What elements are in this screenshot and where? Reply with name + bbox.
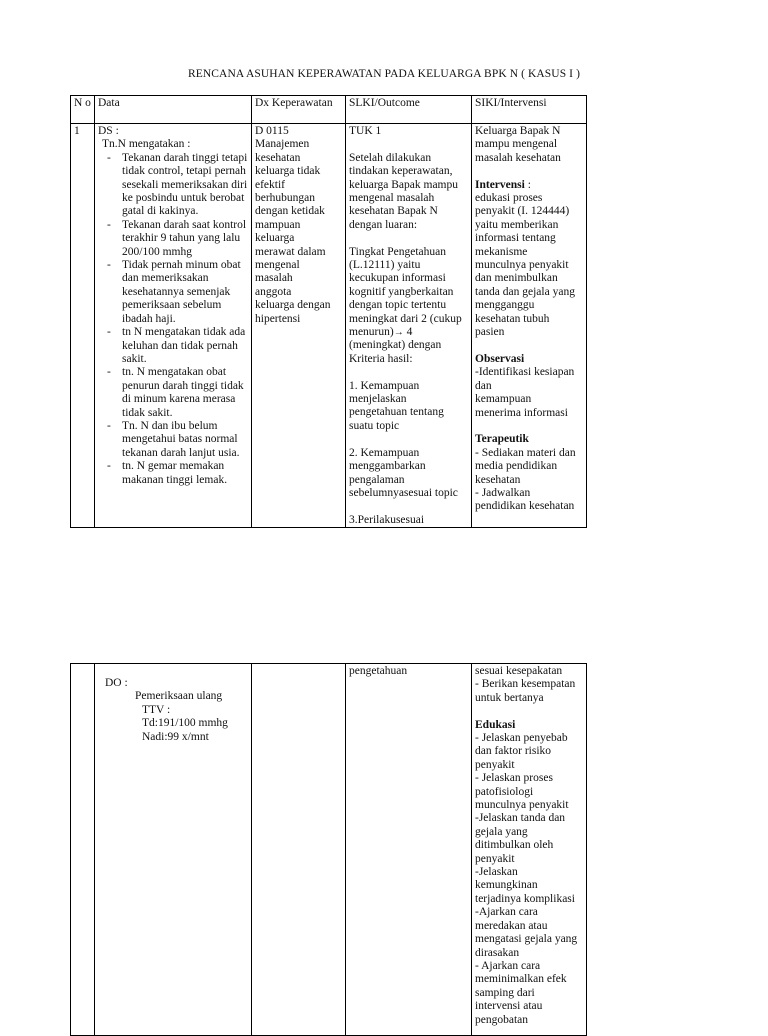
siki-edukasi-heading: Edukasi <box>475 718 516 731</box>
slki-line: menurun)→ 4 <box>349 326 413 339</box>
slki-line: meningkat dari 2 (cukup <box>349 312 462 325</box>
siki-line: pengobatan <box>475 1013 529 1026</box>
slki-line: (meningkat) dengan <box>349 339 442 352</box>
siki-line: kemampuan <box>475 393 532 406</box>
siki-line: ditimbulkan oleh <box>475 839 554 852</box>
data-cell <box>95 124 252 528</box>
slki-line: 2. Kemampuan <box>349 446 420 459</box>
dx-line: mampuan <box>255 218 301 231</box>
slki-line: kecukupan informasi <box>349 272 446 285</box>
do-line: TTV : <box>142 703 171 716</box>
dx-line: berhubungan <box>255 192 316 205</box>
dx-line: merawat dalam <box>255 245 326 258</box>
slki-tuk: TUK 1 <box>349 125 382 137</box>
siki-line: pasien <box>475 326 505 339</box>
siki-line: pendidikan kesehatan <box>475 500 575 513</box>
siki-line: untuk bertanya <box>475 691 544 704</box>
siki-line: - Jelaskan penyebab <box>475 732 568 745</box>
siki-line: munculnya penyakit <box>475 799 569 812</box>
do-sub: Pemeriksaan ulang <box>135 690 223 703</box>
header-data: Data <box>95 96 252 124</box>
slki-line: suatu topic <box>349 419 400 432</box>
slki-line: menggambarkan <box>349 460 426 473</box>
dx-line: anggota <box>255 285 292 298</box>
ds-label: DS : <box>98 125 119 137</box>
siki-line: mengatasi gejala yang <box>475 933 578 946</box>
siki-line: - Ajarkan cara <box>475 959 541 972</box>
siki-line: gejala yang <box>475 825 528 838</box>
siki-line: mekanisme <box>475 245 528 258</box>
siki-line: sesuai kesepakatan <box>475 665 563 677</box>
care-plan-table-page-2 <box>70 663 587 1036</box>
siki-line: menerima informasi <box>475 406 568 419</box>
do-label: DO : <box>105 677 128 689</box>
dx-cell <box>252 124 346 528</box>
dx-line: D 0115 <box>255 125 289 137</box>
ds-list <box>98 152 248 487</box>
siki-line: intervensi atau <box>475 1000 543 1013</box>
siki-line: tanda dan gejala yang <box>475 285 575 298</box>
header-no: N o <box>71 96 95 124</box>
arrow-right-icon: → <box>393 327 404 339</box>
siki-line: media pendidikan <box>475 460 558 473</box>
slki-line: kesehatan Bapak N <box>349 205 438 218</box>
siki-line: edukasi proses <box>475 192 543 205</box>
siki-line: informasi tentang <box>475 232 556 245</box>
siki-line: patofisiologi <box>475 785 534 798</box>
dx-line: hipertensi <box>255 312 301 325</box>
slki-line: 1. Kemampuan <box>349 379 420 392</box>
list-item: - Tekanan darah tinggi tetapi tidak control, tetapi pernah sesekali memeriksakan diri ke posbindu untuk berobat gatal di kakinya. <box>122 152 248 219</box>
slki-line: tindakan keperawatan, <box>349 165 453 178</box>
header-siki: SIKI/Intervensi <box>472 96 587 124</box>
dx-line: Manajemen <box>255 138 310 151</box>
slki-line: pengetahuan <box>349 665 408 677</box>
data-cell <box>95 664 252 1036</box>
slki-line: pengetahuan tentang <box>349 406 444 419</box>
siki-line: Keluarga Bapak N <box>475 125 561 137</box>
list-item: - Tn. N dan ibu belum mengetahui batas normal tekanan darah lanjut usia. <box>122 420 248 460</box>
siki-line: -Identifikasi kesiapan <box>475 366 575 379</box>
slki-line: sebelumnyasesuai topic <box>349 486 458 499</box>
dx-line: keluarga tidak <box>255 165 321 178</box>
do-line: Nadi:99 x/mnt <box>142 730 209 743</box>
siki-line: dan <box>475 379 492 392</box>
siki-line: -Jelaskan tanda dan <box>475 812 566 825</box>
table-header-row <box>71 96 587 124</box>
siki-line: dirasakan <box>475 946 520 959</box>
siki-line: dan menimbulkan <box>475 272 558 285</box>
document-title: RENCANA ASUHAN KEPERAWATAN PADA KELUARGA BPK N ( KASUS I ) <box>187 68 580 80</box>
siki-observasi-heading: Observasi <box>475 352 525 365</box>
slki-line: pengalaman <box>349 473 405 486</box>
slki-line: (L.12111) yaitu <box>349 259 421 272</box>
siki-terapeutik-heading: Terapeutik <box>475 433 529 446</box>
list-item: - tn. N mengatakan obat penurun darah tinggi tidak di minum karena merasa tidak sakit. <box>122 366 248 420</box>
slki-line: Setelah dilakukan <box>349 151 432 164</box>
siki-line: - Jadwalkan <box>475 486 531 499</box>
slki-line: Tingkat Pengetahuan <box>349 245 446 258</box>
siki-line: dan faktor risiko <box>475 745 552 758</box>
siki-line: - Berikan kesempatan <box>475 678 576 691</box>
row-number: 1 <box>71 124 95 528</box>
slki-cell <box>346 664 472 1036</box>
dx-line: keluarga <box>255 232 295 245</box>
dx-line: mengenal <box>255 259 300 272</box>
slki-line: Kriteria hasil: <box>349 352 413 365</box>
siki-line: meminimalkan efek <box>475 973 567 986</box>
slki-line: kognitif yangberkaitan <box>349 285 454 298</box>
dx-line: efektif <box>255 178 286 191</box>
dx-cell-empty <box>252 664 346 1036</box>
siki-line: terjadinya komplikasi <box>475 892 575 905</box>
ds-intro: Tn.N mengatakan : <box>102 138 191 151</box>
dx-line: kesehatan <box>255 151 301 164</box>
list-item: - Tidak pernah minum obat dan memeriksakan kesehatannya semenjak pemeriksaan sebelum ibadah haji. <box>122 259 248 326</box>
slki-line: dengan luaran: <box>349 218 418 231</box>
header-slki: SLKI/Outcome <box>346 96 472 124</box>
slki-line: dengan topic tertentu <box>349 299 447 312</box>
do-line: Td:191/100 mmhg <box>142 717 228 730</box>
siki-line: munculnya penyakit <box>475 259 569 272</box>
list-item: - tn N mengatakan tidak ada keluhan dan tidak pernah sakit. <box>122 326 248 366</box>
slki-line: keluarga Bapak mampu <box>349 178 459 191</box>
siki-line: mampu mengenal <box>475 138 558 151</box>
row-number-empty <box>71 664 95 1036</box>
siki-intervensi-heading: Intervensi : <box>475 178 531 191</box>
siki-line: -Ajarkan cara <box>475 906 538 919</box>
table-row <box>71 124 587 528</box>
siki-line: kesehatan <box>475 473 521 486</box>
slki-line: 3.Perilakusesuai <box>349 513 425 526</box>
siki-line: -Jelaskan <box>475 866 518 879</box>
header-dx: Dx Keperawatan <box>252 96 346 124</box>
siki-line: kesehatan tubuh <box>475 312 550 325</box>
siki-cell <box>472 124 587 528</box>
table-row <box>71 664 587 1036</box>
list-item: - Tekanan darah saat kontrol terakhir 9 tahun yang lalu 200/100 mmhg <box>122 219 248 259</box>
siki-line: penyakit <box>475 852 515 865</box>
siki-line: masalah kesehatan <box>475 151 561 164</box>
dx-line: dengan ketidak <box>255 205 325 218</box>
dx-line: masalah <box>255 272 293 285</box>
slki-line: mengenal masalah <box>349 192 435 205</box>
siki-line: meredakan atau <box>475 919 548 932</box>
siki-line: - Jelaskan proses <box>475 772 553 785</box>
siki-line: kemungkinan <box>475 879 538 892</box>
siki-line: yaitu memberikan <box>475 218 559 231</box>
siki-line: - Sediakan materi dan <box>475 446 576 459</box>
slki-line: menjelaskan <box>349 393 407 406</box>
siki-line: penyakit (I. 124444) <box>475 205 570 218</box>
siki-line: penyakit <box>475 758 515 771</box>
list-item: - tn. N gemar memakan makanan tinggi lemak. <box>122 460 248 487</box>
slki-cell <box>346 124 472 528</box>
dx-line: keluarga dengan <box>255 299 331 312</box>
siki-line: mengganggu <box>475 299 535 312</box>
siki-line: samping dari <box>475 986 535 999</box>
care-plan-table-page-1 <box>70 95 587 528</box>
siki-cell <box>472 664 587 1036</box>
